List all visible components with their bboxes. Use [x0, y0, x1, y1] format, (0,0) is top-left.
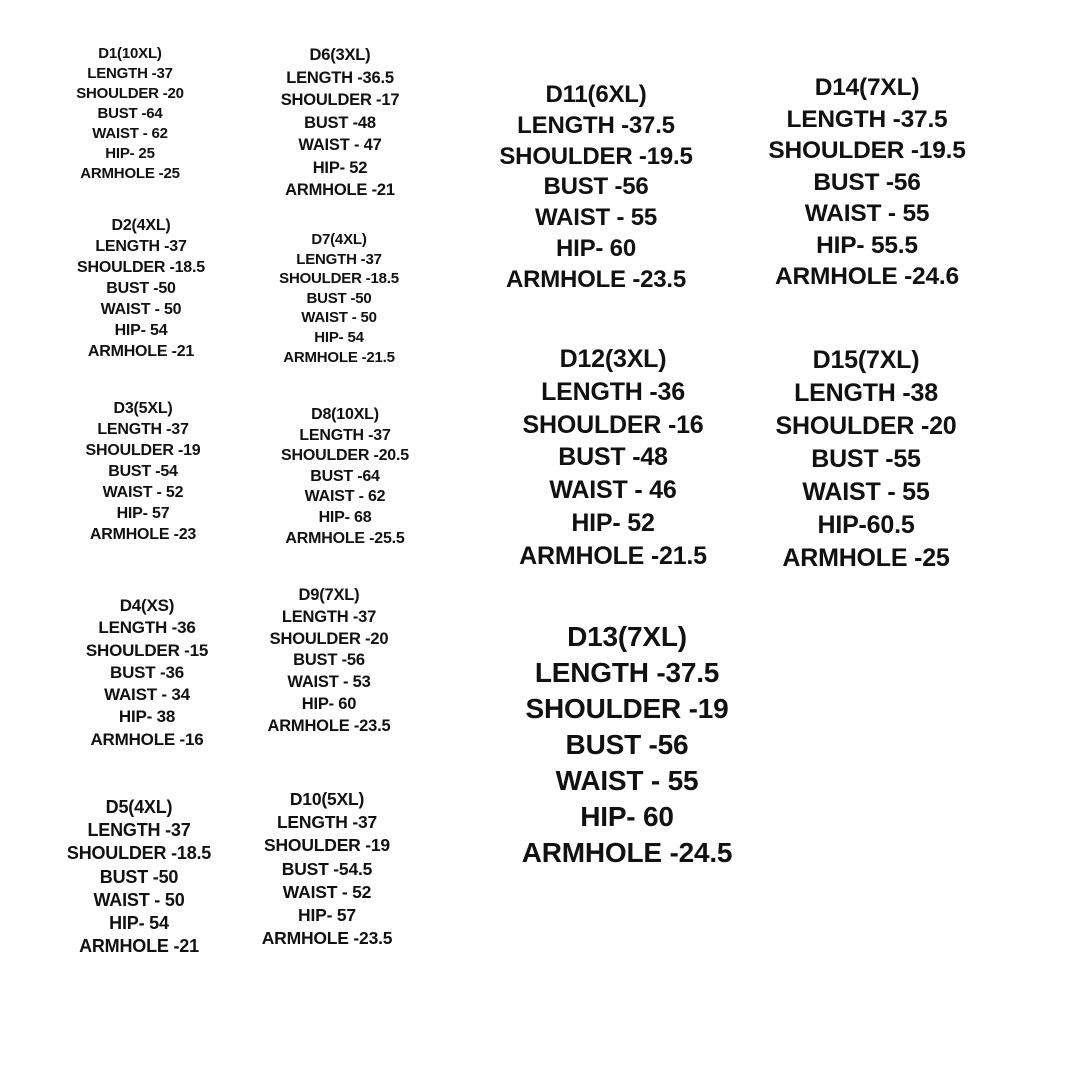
- bust-measure: BUST -64: [310, 467, 380, 485]
- length-measure: LENGTH -37: [95, 238, 187, 255]
- length-measure: LENGTH -36.5: [286, 68, 394, 87]
- bust-measure: BUST -50: [99, 866, 179, 887]
- hip-measure: HIP- 52: [571, 508, 655, 537]
- hip-measure: HIP- 60: [301, 694, 357, 713]
- armhole-measure: ARMHOLE -24.5: [521, 837, 733, 868]
- length-measure: LENGTH -36: [541, 377, 685, 406]
- shoulder-measure: SHOULDER -20: [269, 629, 389, 648]
- size-block-title: D9(7XL): [298, 586, 360, 604]
- waist-measure: WAIST - 47: [298, 136, 382, 154]
- hip-measure: HIP- 60: [556, 234, 636, 262]
- waist-measure: WAIST - 53: [287, 673, 371, 692]
- hip-measure: HIP- 54: [109, 913, 169, 934]
- hip-measure: HIP- 57: [116, 505, 170, 522]
- bust-measure: BUST -56: [543, 173, 649, 201]
- armhole-measure: ARMHOLE -21.5: [283, 348, 395, 366]
- armhole-measure: ARMHOLE -23.5: [261, 928, 393, 949]
- size-block-d8: [281, 405, 409, 549]
- armhole-measure: ARMHOLE -23: [89, 526, 197, 543]
- bust-measure: BUST -50: [306, 289, 372, 307]
- size-block-title: D14(7XL): [814, 74, 920, 101]
- shoulder-measure: SHOULDER -17: [280, 91, 400, 109]
- bust-measure: BUST -54.5: [281, 858, 373, 879]
- waist-measure: WAIST - 55: [802, 478, 930, 506]
- hip-measure: HIP- 68: [318, 508, 372, 526]
- waist-measure: WAIST - 52: [102, 484, 184, 501]
- hip-measure: HIP- 25: [105, 145, 155, 162]
- shoulder-measure: SHOULDER -15: [85, 640, 209, 660]
- size-block-d13: [522, 619, 733, 871]
- size-block-title: D2(4XL): [111, 217, 171, 234]
- armhole-measure: ARMHOLE -24.6: [775, 263, 959, 290]
- size-block-d7: [279, 230, 399, 367]
- length-measure: LENGTH -37: [87, 65, 173, 82]
- size-block-d6: [281, 44, 400, 202]
- shoulder-measure: SHOULDER -19.5: [768, 137, 966, 164]
- shoulder-measure: SHOULDER -16: [522, 410, 704, 439]
- size-block-title: D13(7XL): [567, 621, 687, 652]
- length-measure: LENGTH -37: [299, 426, 391, 444]
- size-block-d2: [77, 215, 205, 362]
- armhole-measure: ARMHOLE -25.5: [285, 529, 405, 547]
- length-measure: LENGTH -37.5: [534, 657, 720, 688]
- hip-measure: HIP-60.5: [817, 511, 915, 539]
- length-measure: LENGTH -37: [97, 421, 189, 438]
- size-block-d11: [499, 80, 692, 296]
- armhole-measure: ARMHOLE -23.5: [505, 265, 687, 293]
- waist-measure: WAIST - 52: [282, 881, 372, 902]
- waist-measure: WAIST - 50: [93, 889, 185, 910]
- shoulder-measure: SHOULDER -19: [264, 835, 390, 856]
- armhole-measure: ARMHOLE -25: [782, 544, 950, 572]
- length-measure: LENGTH -36: [98, 618, 196, 638]
- waist-measure: WAIST - 34: [104, 685, 190, 705]
- bust-measure: BUST -36: [110, 662, 184, 682]
- size-block-title: D15(7XL): [812, 346, 920, 374]
- shoulder-measure: SHOULDER -18.5: [279, 270, 399, 288]
- shoulder-measure: SHOULDER -20: [775, 412, 957, 440]
- length-measure: LENGTH -37: [296, 250, 382, 268]
- hip-measure: HIP- 54: [314, 328, 364, 346]
- hip-measure: HIP- 55.5: [816, 231, 918, 259]
- waist-measure: WAIST - 55: [555, 765, 699, 796]
- size-block-title: D4(XS): [119, 596, 175, 615]
- length-measure: LENGTH -38: [794, 379, 938, 407]
- bust-measure: BUST -50: [106, 280, 176, 297]
- length-measure: LENGTH -37: [276, 812, 378, 833]
- armhole-measure: ARMHOLE -21: [285, 181, 395, 199]
- armhole-measure: ARMHOLE -21: [87, 343, 195, 360]
- hip-measure: HIP- 60: [580, 801, 674, 832]
- bust-measure: BUST -64: [97, 105, 163, 122]
- waist-measure: WAIST - 46: [549, 476, 677, 505]
- bust-measure: BUST -54: [108, 463, 178, 480]
- length-measure: LENGTH -37.5: [517, 111, 675, 139]
- armhole-measure: ARMHOLE -21.5: [519, 541, 707, 570]
- armhole-measure: ARMHOLE -16: [90, 729, 204, 749]
- size-block-d9: [267, 585, 390, 738]
- waist-measure: WAIST - 62: [304, 488, 386, 506]
- size-block-d4: [86, 595, 208, 751]
- shoulder-measure: SHOULDER -18.5: [77, 259, 205, 276]
- size-block-d14: [768, 72, 965, 293]
- waist-measure: WAIST - 55: [804, 200, 930, 227]
- bust-measure: BUST -56: [565, 729, 689, 760]
- size-block-d12: [519, 343, 707, 573]
- armhole-measure: ARMHOLE -25: [80, 165, 180, 182]
- waist-measure: WAIST - 55: [534, 204, 658, 232]
- size-block-title: D5(4XL): [105, 797, 173, 817]
- shoulder-measure: SHOULDER -20: [76, 85, 184, 102]
- bust-measure: BUST -48: [558, 443, 668, 472]
- size-block-title: D1(10XL): [98, 45, 162, 62]
- hip-measure: HIP- 54: [114, 322, 168, 339]
- length-measure: LENGTH -37.5: [786, 105, 948, 133]
- size-block-title: D7(4XL): [311, 231, 367, 248]
- shoulder-measure: SHOULDER -18.5: [66, 843, 212, 864]
- size-block-title: D12(3XL): [559, 345, 667, 373]
- hip-measure: HIP- 57: [298, 905, 356, 926]
- shoulder-measure: SHOULDER -19: [85, 442, 201, 459]
- hip-measure: HIP- 52: [312, 158, 368, 177]
- bust-measure: BUST -56: [813, 168, 921, 196]
- length-measure: LENGTH -37: [87, 820, 191, 841]
- waist-measure: WAIST - 62: [92, 125, 168, 142]
- shoulder-measure: SHOULDER -20.5: [281, 447, 409, 465]
- shoulder-measure: SHOULDER -19.5: [499, 142, 693, 170]
- waist-measure: WAIST - 50: [301, 309, 377, 327]
- length-measure: LENGTH -37: [281, 607, 377, 626]
- size-block-title: D11(6XL): [545, 81, 647, 108]
- bust-measure: BUST -56: [293, 651, 365, 670]
- size-block-d5: [67, 796, 211, 958]
- size-block-d10: [262, 788, 393, 950]
- size-block-d3: [86, 398, 201, 545]
- armhole-measure: ARMHOLE -21: [79, 936, 199, 957]
- shoulder-measure: SHOULDER -19: [525, 693, 729, 724]
- size-block-title: D8(10XL): [311, 406, 379, 423]
- size-block-title: D3(5XL): [113, 400, 173, 417]
- armhole-measure: ARMHOLE -23.5: [267, 716, 391, 735]
- size-block-d1: [76, 44, 184, 184]
- size-block-title: D10(5XL): [289, 789, 365, 809]
- bust-measure: BUST -55: [811, 445, 921, 473]
- waist-measure: WAIST - 50: [100, 301, 182, 318]
- size-block-title: D6(3XL): [309, 46, 371, 64]
- hip-measure: HIP- 38: [118, 707, 176, 727]
- bust-measure: BUST -48: [304, 113, 376, 132]
- size-block-d15: [776, 344, 957, 575]
